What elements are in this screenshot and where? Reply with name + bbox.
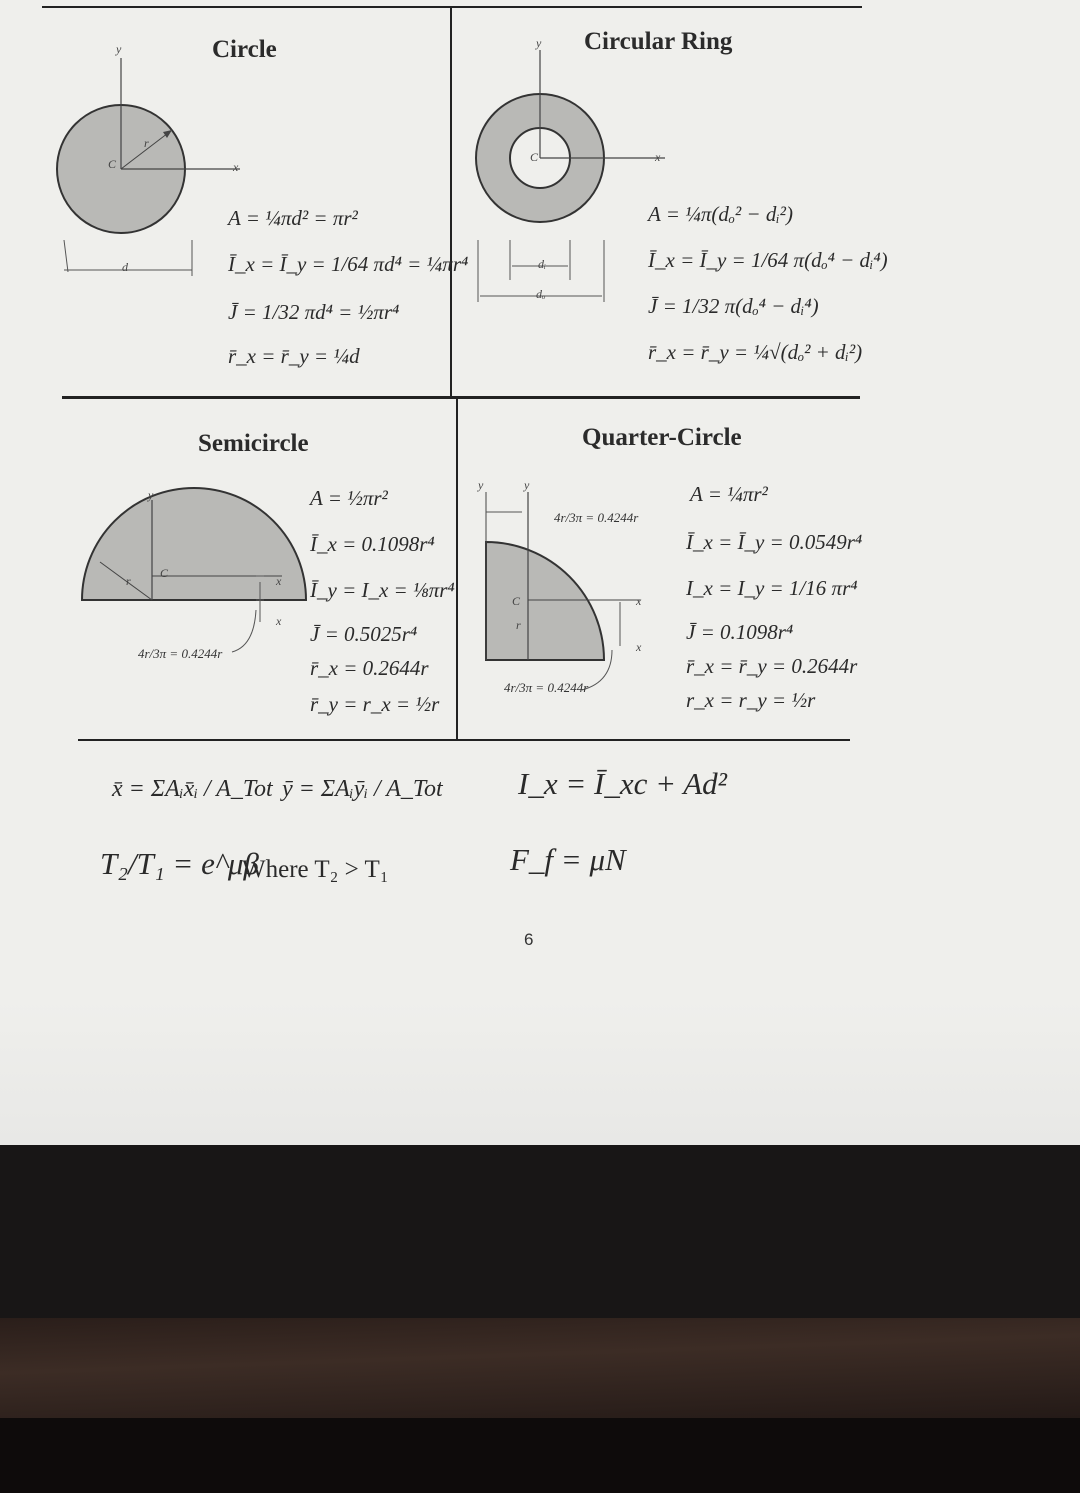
ring-diagram (460, 40, 680, 310)
quarter-y-axis-label: y (478, 478, 484, 492)
semicircle-x-axis-label: x (276, 614, 282, 628)
semicircle-x-bar-label: x (276, 574, 282, 588)
circle-formula-polar: J̄ = 1/32 πd⁴ = ½πr⁴ (228, 300, 400, 324)
parallel-axis-formula: I_x = Ī_xc + Ad² (518, 766, 727, 801)
circle-y-axis-label: y (116, 42, 122, 56)
circle-centroid-label: C (108, 157, 117, 171)
semicircle-formula-inertia-y: Ī_y = I_x = ⅛πr⁴ (310, 578, 455, 602)
semicircle-y-axis-label: y (148, 488, 154, 502)
vertical-divider-upper (450, 6, 452, 398)
circle-diagram (50, 40, 250, 280)
circle-formula-inertia: Ī_x = Ī_y = 1/64 πd⁴ = ¼πr⁴ (228, 252, 469, 276)
quarter-x-axis-label: x (636, 640, 642, 654)
belt-friction-formula: T₂/T₁ = e^μβ (100, 846, 259, 881)
quarter-formula-area: A = ¼πr² (690, 482, 768, 506)
ring-title: Circular Ring (584, 28, 733, 55)
semicircle-formula-polar: J̄ = 0.5025r⁴ (310, 622, 418, 646)
semicircle-radius-label: r (126, 574, 131, 588)
semicircle-formula-gyration-x: r̄_x = 0.2644r (310, 656, 429, 680)
quarter-centroid-distance-top: 4r/3π = 0.4244r (554, 510, 639, 525)
ring-centroid-label: C (530, 150, 539, 164)
screen-gloss (0, 1000, 1080, 1145)
x-centroid-formula: x̄ = ΣAᵢx̄ᵢ / A_Tot (112, 776, 273, 802)
friction-formula: F_f = μN (510, 842, 626, 877)
semicircle-title: Semicircle (198, 430, 309, 457)
ring-formula-gyration: r̄_x = r̄_y = ¼√(dₒ² + dᵢ²) (648, 340, 863, 364)
quarter-formula-inertia-base: I_x = I_y = 1/16 πr⁴ (686, 576, 858, 600)
semicircle-shape (82, 488, 306, 600)
middle-rule (62, 396, 860, 399)
laptop-base (0, 1418, 1080, 1493)
ring-y-axis-label: y (536, 36, 542, 50)
top-rule (42, 6, 862, 8)
semicircle-formula-gyration-y: r̄_y = r_x = ½r (310, 692, 440, 716)
laptop-lip (0, 1318, 1080, 1418)
quarter-title: Quarter-Circle (582, 424, 742, 451)
quarter-y-bar-label: y (524, 478, 530, 492)
semicircle-centroid-distance: 4r/3π = 0.4244r (138, 646, 223, 661)
ring-formula-inertia: Ī_x = Ī_y = 1/64 π(dₒ⁴ − dᵢ⁴) (648, 248, 888, 272)
belt-condition-text: Where T₂ > T₁ (242, 856, 389, 883)
semicircle-centroid-label: C (160, 566, 169, 580)
ring-x-axis-label: x (655, 150, 661, 164)
quarter-formula-polar: J̄ = 0.1098r⁴ (686, 620, 794, 644)
lower-rule (78, 739, 850, 741)
circle-radius-label: r (144, 136, 149, 150)
page-number: 6 (524, 930, 534, 949)
quarter-radius-label: r (516, 618, 521, 632)
quarter-formula-inertia-centroidal: Ī_x = Ī_y = 0.0549r⁴ (686, 530, 863, 554)
circle-diameter-label: d (122, 260, 128, 274)
circle-formula-area: A = ¼πd² = πr² (228, 206, 358, 230)
circle-title: Circle (212, 36, 277, 63)
semicircle-diagram (70, 486, 310, 666)
semicircle-formula-area: A = ½πr² (310, 486, 388, 510)
quarter-formula-gyration-base: r_x = r_y = ½r (686, 688, 816, 712)
ring-formula-polar: J̄ = 1/32 π(dₒ⁴ − dᵢ⁴) (648, 294, 819, 318)
quarter-x-bar-label: x (636, 594, 642, 608)
quarter-shape (486, 542, 604, 660)
circle-formula-gyration: r̄_x = r̄_y = ¼d (228, 344, 360, 368)
quarter-centroid-label: C (512, 594, 521, 608)
quarter-formula-gyration-centroidal: r̄_x = r̄_y = 0.2644r (686, 654, 858, 678)
semicircle-formula-inertia-x: Ī_x = 0.1098r⁴ (310, 532, 435, 556)
ring-inner-diameter-label: dᵢ (538, 257, 546, 271)
quarter-centroid-distance-bottom: 4r/3π = 0.4244r (504, 680, 589, 695)
y-centroid-formula: ȳ = ΣAᵢȳᵢ / A_Tot (282, 776, 443, 802)
ring-formula-area: A = ¼π(dₒ² − dᵢ²) (648, 202, 793, 226)
vertical-divider-lower (456, 398, 458, 741)
ring-outer-diameter-label: dₒ (536, 287, 546, 301)
circle-x-axis-label: x (233, 160, 239, 174)
